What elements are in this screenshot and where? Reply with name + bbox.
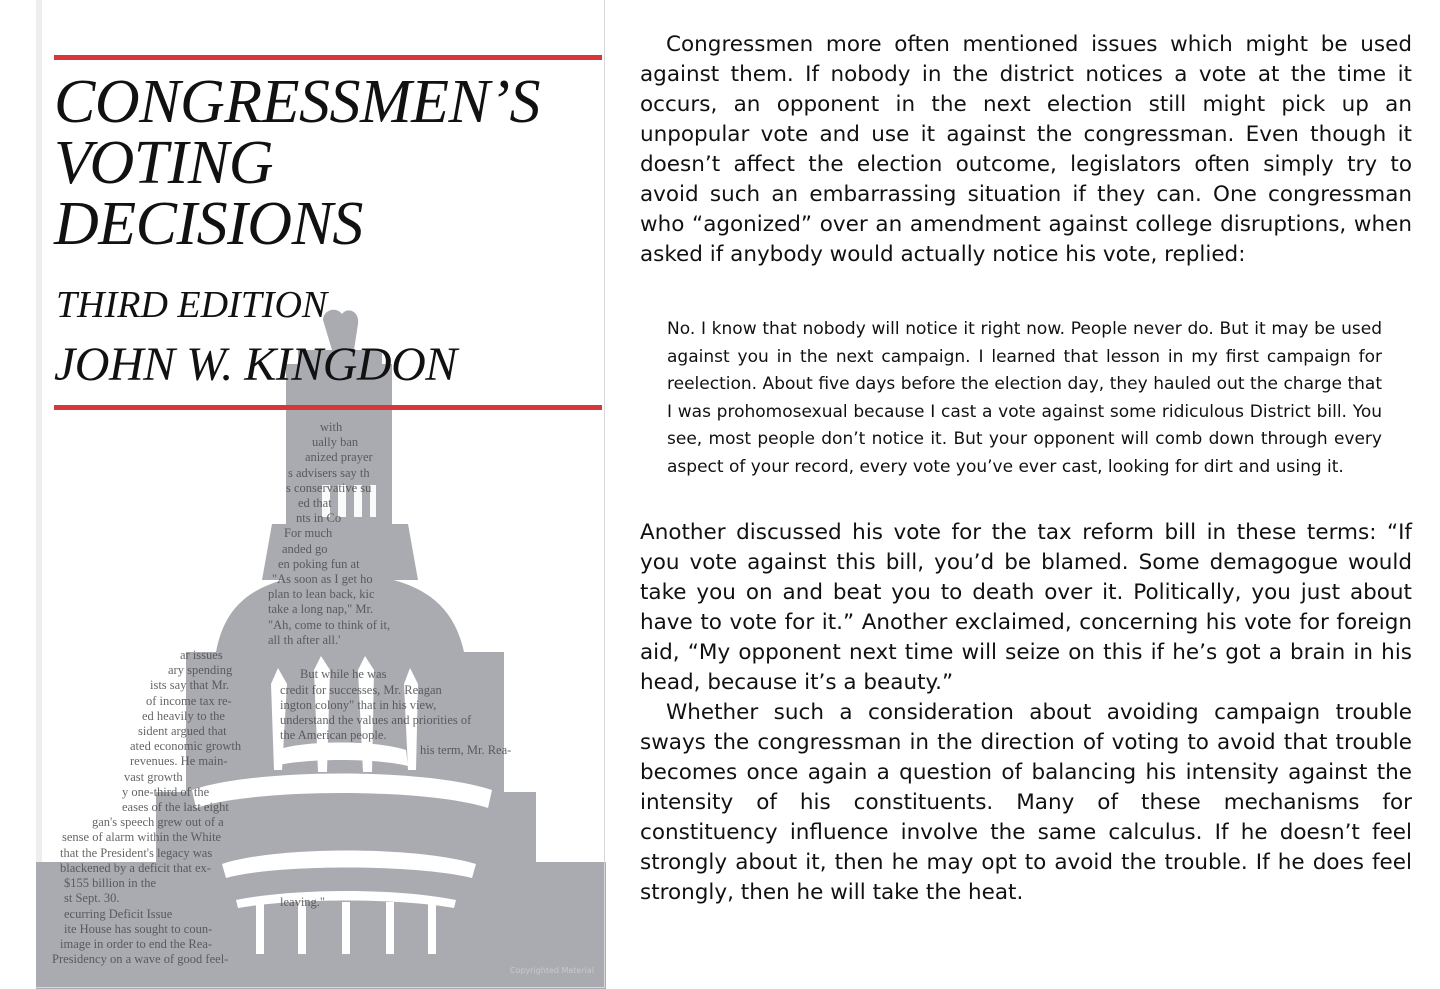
cover-border bbox=[36, 0, 605, 988]
newspaper-column-text: with ually ban anized prayer s advisers say th s conservative su ed that nts in Co For much anded go en poking fun at "As soon as I get ho plan to lean back, kic take a long nap," Mr. "Ah, come to think of it, all th after all.' ar issues ary spending ists say that Mr. of income tax re- ed heavily to the sident argued that ated economic growth revenues. He main- vast growth y one-third of the eases of the last eight gan's speech grew out of a sense of alarm within the White that the President's legacy was blackened by a deficit that ex- $155 billion in the st Sept. 30. ecurring Deficit Issue ite House has sought to coun- image in order to end the Rea- Presidency on a wave of good feel- But while he was credit for successes, Mr. Reagan ington colony" that in his view, understand the values and priorities of the American people. his term, Mr. Rea- leaving." bbox=[52, 420, 512, 967]
block-quote: No. I know that nobody will notice it right now. People never do. But it may be used against you in the next campaign. I learned that lesson in my first campaign for reelection. About five days before the election day, they hauled out the charge that I was prohomosexual because I cast a vote against some ridiculous District bill. You see, most people don’t notice it. But your opponent will comb down through every aspect of your record, every vote you’ve ever cast, looking for dirt and using it. bbox=[667, 319, 1382, 477]
cover-edition: THIRD EDITION bbox=[56, 284, 328, 326]
cover-title-line: DECISIONS bbox=[54, 190, 363, 258]
cover-title-line: CONGRESSMEN’S bbox=[54, 68, 541, 136]
book-page bbox=[640, 30, 1412, 908]
paragraph-tax-reform: Another discussed his vote for the tax reform bill in these terms: “If you vote against this bill, you’d be blamed. Some demagogue would take you on and beat you to death over it. Politically, you just about have to vote for it.” Another exclaimed, concerning his vote for foreign aid, “My opponent next time will seize on this if he’s got a brain in his head, because it’s a beauty.” bbox=[640, 519, 1412, 695]
paragraph-intro: Congressmen more often mentioned issues which might be used against them. If nobody in the district notices a vote at the time it occurs, an opponent in the next election still might pick up an unpopular vote and use it against the congressman. Even though it doesn’t affect the election outcome, legislators often simply try to avoid such an embarrassing situation if they can. One congressman who “agonized” over an amendment against college disruptions, when asked if anybody would actually notice his vote, replied: bbox=[640, 32, 1412, 267]
book-cover bbox=[36, 0, 606, 989]
watermark: Copyrighted Material bbox=[509, 966, 594, 975]
cover-title-line: VOTING bbox=[54, 129, 274, 197]
paragraph-conclusion: Whether such a consideration about avoiding campaign trouble sways the congressman in the direction of voting to avoid that trouble becomes once again a question of balancing his intensity against the intensity of his constituents. Many of these mechanisms for constituency influence involve the same calculus. If he doesn’t feel strongly about it, then he may opt to avoid the trouble. If he does feel strongly, then he will take the heat. bbox=[640, 699, 1412, 905]
cover-author: JOHN W. KINGDON bbox=[54, 338, 457, 391]
